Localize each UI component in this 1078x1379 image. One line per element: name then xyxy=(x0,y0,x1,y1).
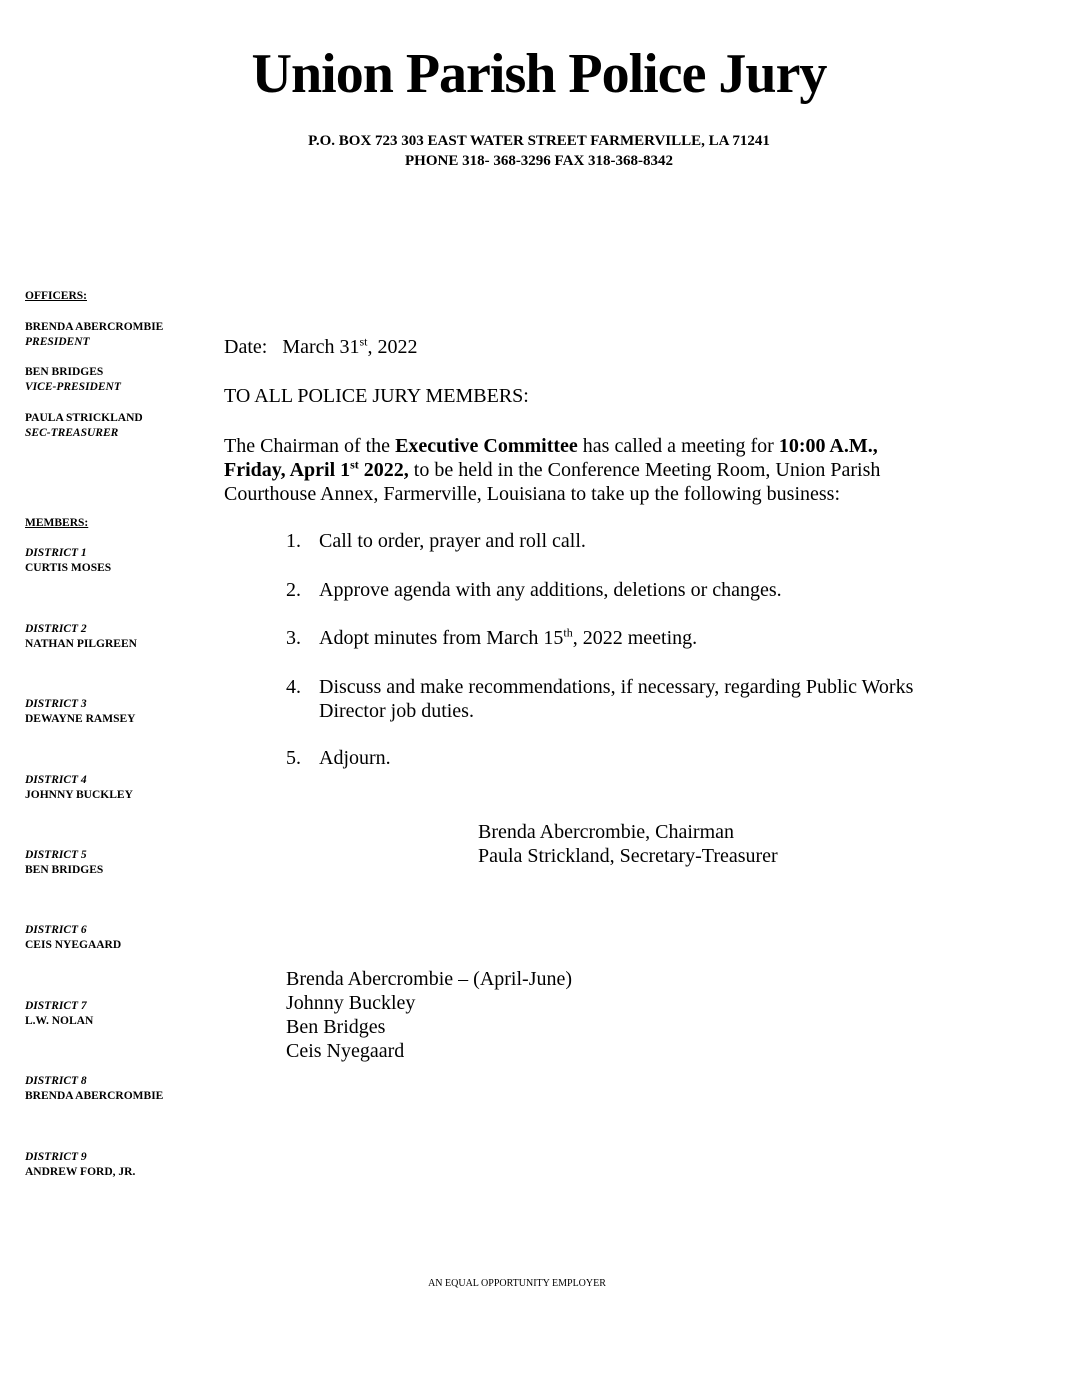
date-label: Date: xyxy=(224,336,268,358)
phone-line: PHONE 318- 368-3296 FAX 318-368-8342 xyxy=(404,153,674,169)
date-value: March 31 xyxy=(282,336,360,358)
member-block xyxy=(25,999,93,1029)
agenda-number: 2. xyxy=(286,579,301,601)
members-heading: MEMBERS: xyxy=(25,517,89,529)
agenda-text: Adjourn. xyxy=(319,747,391,769)
letterhead-title: Union Parish Police Jury xyxy=(251,43,827,105)
officer-block xyxy=(25,411,215,441)
committee-member: Ceis Nyegaard xyxy=(286,1040,405,1062)
agenda-item xyxy=(286,675,1006,725)
member-name: BRENDA ABERCROMBIE xyxy=(25,1090,164,1102)
signature-block xyxy=(478,820,778,868)
member-district: DISTRICT 9 xyxy=(25,1151,87,1163)
address-line: P.O. BOX 723 303 EAST WATER STREET FARMERVILLE, LA 71241 xyxy=(308,133,770,149)
member-block xyxy=(25,1150,135,1180)
signature-chairman: Brenda Abercrombie, Chairman xyxy=(478,821,735,843)
intro-text: The Chairman of the xyxy=(224,435,396,457)
agenda-text: Approve agenda with any additions, deletions or changes. xyxy=(319,579,782,601)
committee-members xyxy=(286,967,572,1063)
committee-member: Ben Bridges xyxy=(286,1016,386,1038)
member-block xyxy=(25,923,121,953)
member-district: DISTRICT 6 xyxy=(25,924,87,936)
date-suffix: st xyxy=(359,334,368,349)
officer-name: BRENDA ABERCROMBIE xyxy=(25,321,164,333)
member-name: JOHNNY BUCKLEY xyxy=(25,789,133,801)
officer-role: PRESIDENT xyxy=(25,336,90,348)
member-block xyxy=(25,848,103,878)
officer-name: PAULA STRICKLAND xyxy=(25,412,143,424)
officer-block xyxy=(25,365,215,395)
intro-text: Courthouse Annex, Farmerville, Louisiana to take up the following business: xyxy=(224,483,841,505)
intro-text: to be held in the Conference Meeting Room, Union Parish xyxy=(408,459,881,481)
committee-name: Executive Committee xyxy=(395,435,578,457)
agenda-number: 1. xyxy=(286,530,301,552)
member-block xyxy=(25,1074,163,1104)
agenda-number: 3. xyxy=(286,627,301,649)
officer-block xyxy=(25,320,215,350)
agenda-item xyxy=(286,746,1006,772)
member-name: CURTIS MOSES xyxy=(25,562,112,574)
agenda-number: 4. xyxy=(286,676,301,698)
member-district: DISTRICT 2 xyxy=(25,623,87,635)
intro-text: has called a meeting for xyxy=(577,435,779,457)
member-district: DISTRICT 3 xyxy=(25,698,87,710)
committee-member: Johnny Buckley xyxy=(286,992,416,1014)
member-name: BEN BRIDGES xyxy=(25,864,104,876)
meeting-year: 2022, xyxy=(358,459,409,481)
member-name: NATHAN PILGREEN xyxy=(25,638,137,650)
date-year: , 2022 xyxy=(367,336,418,358)
signature-secretary: Paula Strickland, Secretary-Treasurer xyxy=(478,845,778,867)
agenda-item xyxy=(286,626,1006,652)
agenda-text: Discuss and make recommendations, if necessary, regarding Public Works Director job duties. xyxy=(319,676,914,722)
member-district: DISTRICT 4 xyxy=(25,774,87,786)
footer: AN EQUAL OPPORTUNITY EMPLOYER xyxy=(428,1278,606,1289)
member-block xyxy=(25,773,133,803)
officer-name: BEN BRIDGES xyxy=(25,366,104,378)
agenda-item xyxy=(286,578,1006,604)
sidebar xyxy=(25,289,215,304)
member-name: ANDREW FORD, JR. xyxy=(25,1166,136,1178)
member-block xyxy=(25,546,111,576)
officer-role: VICE-PRESIDENT xyxy=(25,381,121,393)
agenda-item xyxy=(286,529,1006,555)
meeting-time: 10:00 A.M., xyxy=(778,435,878,457)
agenda-text: Call to order, prayer and roll call. xyxy=(319,530,586,552)
member-district: DISTRICT 7 xyxy=(25,1000,87,1012)
date-line xyxy=(224,335,418,359)
committee-member: Brenda Abercrombie – (April-June) xyxy=(286,968,573,990)
member-district: DISTRICT 1 xyxy=(25,547,87,559)
intro-paragraph xyxy=(224,434,1004,506)
officer-role: SEC-TREASURER xyxy=(25,427,119,439)
agenda-text: Adopt minutes from March 15th, 2022 meeting. xyxy=(319,625,698,649)
salutation: TO ALL POLICE JURY MEMBERS: xyxy=(224,385,529,407)
member-district: DISTRICT 8 xyxy=(25,1075,87,1087)
meeting-day: Friday, April 1 xyxy=(224,459,351,481)
member-block xyxy=(25,697,135,727)
member-district: DISTRICT 5 xyxy=(25,849,87,861)
member-name: DEWAYNE RAMSEY xyxy=(25,713,136,725)
officers-heading: OFFICERS: xyxy=(25,290,87,302)
member-name: L.W. NOLAN xyxy=(25,1015,94,1027)
member-block xyxy=(25,622,137,652)
member-name: CEIS NYEGAARD xyxy=(25,939,122,951)
agenda-number: 5. xyxy=(286,747,301,769)
meeting-day-suffix: st xyxy=(350,457,359,472)
